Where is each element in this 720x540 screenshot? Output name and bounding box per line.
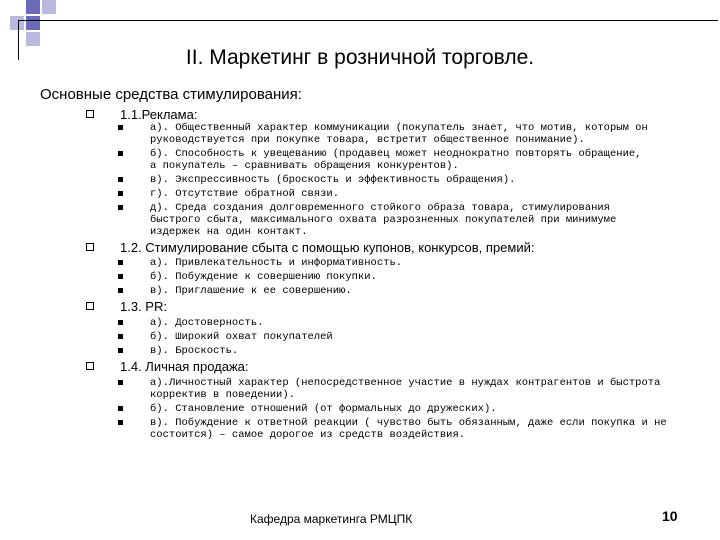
list-item [118,202,678,238]
list-item-text: б). Способность к увещеванию (продавец может неоднократно повторять обращение, а покупатель – сравнивать обращения конкурентов). [150,148,642,172]
list-item-text: г). Отсутствие обратной связи. [150,188,340,200]
section-heading [86,240,534,255]
list-item-text: а).Личностный характер (непосредственное участие в нуждах контрагентов и быстрота корректив в поведении). [150,377,661,401]
bullet-icon [118,420,123,425]
bullet-icon [118,348,123,353]
list-item-text: в). Приглашение к ее совершению. [150,285,352,297]
bullet-icon [118,151,123,156]
slide-title: II. Маркетинг в розничной торговле. [185,46,535,69]
page-number: 10 [662,508,678,524]
section-heading [86,299,167,314]
section-heading [86,107,197,122]
section-heading-text: 1.2. Стимулирование сбыта с помощью купонов, конкурсов, премий: [120,240,535,255]
section-heading [86,359,249,374]
bullet-icon [118,260,123,265]
list-item [118,257,678,269]
section-heading-text: 1.1.Реклама: [120,107,198,122]
list-item-text: а). Достоверность. [150,317,264,329]
list-item [118,331,678,343]
bullet-icon [118,191,123,196]
slide-subtitle: Основные средства стимулирования: [40,86,302,103]
square-bullet-icon [86,110,94,118]
footer-text: Кафедра маркетинга РМЦПК [250,512,413,526]
list-item [118,403,678,415]
bullet-icon [118,274,123,279]
list-item [118,271,678,283]
bullet-icon [118,406,123,411]
list-item-text: а). Общественный характер коммуникации (покупатель знает, что мотив, которым он руководствуется при покупке товара, встретит общественное понимание). [150,122,648,146]
list-item-text: в). Побуждение к ответной реакции ( чувство быть обязанным, даже если покупка и не состоится) – самое дорогое из средств воздействия. [150,417,667,441]
bullet-icon [118,125,123,130]
list-item [118,317,678,329]
list-item-text: в). Броскость. [150,345,239,357]
bullet-icon [118,177,123,182]
square-bullet-icon [86,243,94,251]
list-item-text: б). Побуждение к совершению покупки. [150,271,377,283]
list-item-text: а). Привлекательность и информативность. [150,257,403,269]
list-item [118,188,678,200]
list-item [118,345,678,357]
section-heading-text: 1.3. PR: [120,299,167,314]
square-bullet-icon [86,362,94,370]
list-item [118,285,678,297]
list-item [118,122,678,146]
list-item-text: б). Становление отношений (от формальных до дружеских). [150,403,497,415]
list-item [118,174,678,186]
section-heading-text: 1.4. Личная продажа: [120,359,249,374]
bullet-icon [118,380,123,385]
bullet-icon [118,288,123,293]
bullet-icon [118,334,123,339]
list-item [118,417,678,441]
square-bullet-icon [86,302,94,310]
list-item-text: в). Экспрессивность (броскость и эффективность обращения). [150,174,516,186]
bullet-icon [118,320,123,325]
bullet-icon [118,205,123,210]
list-item [118,377,678,401]
list-item-text: д). Среда создания долговременного стойкого образа товара, стимулирования быстрого сбыта, максимального охвата разрозненных покупателей при минимуме издержек на один контакт. [150,202,617,238]
list-item [118,148,678,172]
top-divider [18,20,718,21]
list-item-text: б). Широкий охват покупателей [150,331,333,343]
